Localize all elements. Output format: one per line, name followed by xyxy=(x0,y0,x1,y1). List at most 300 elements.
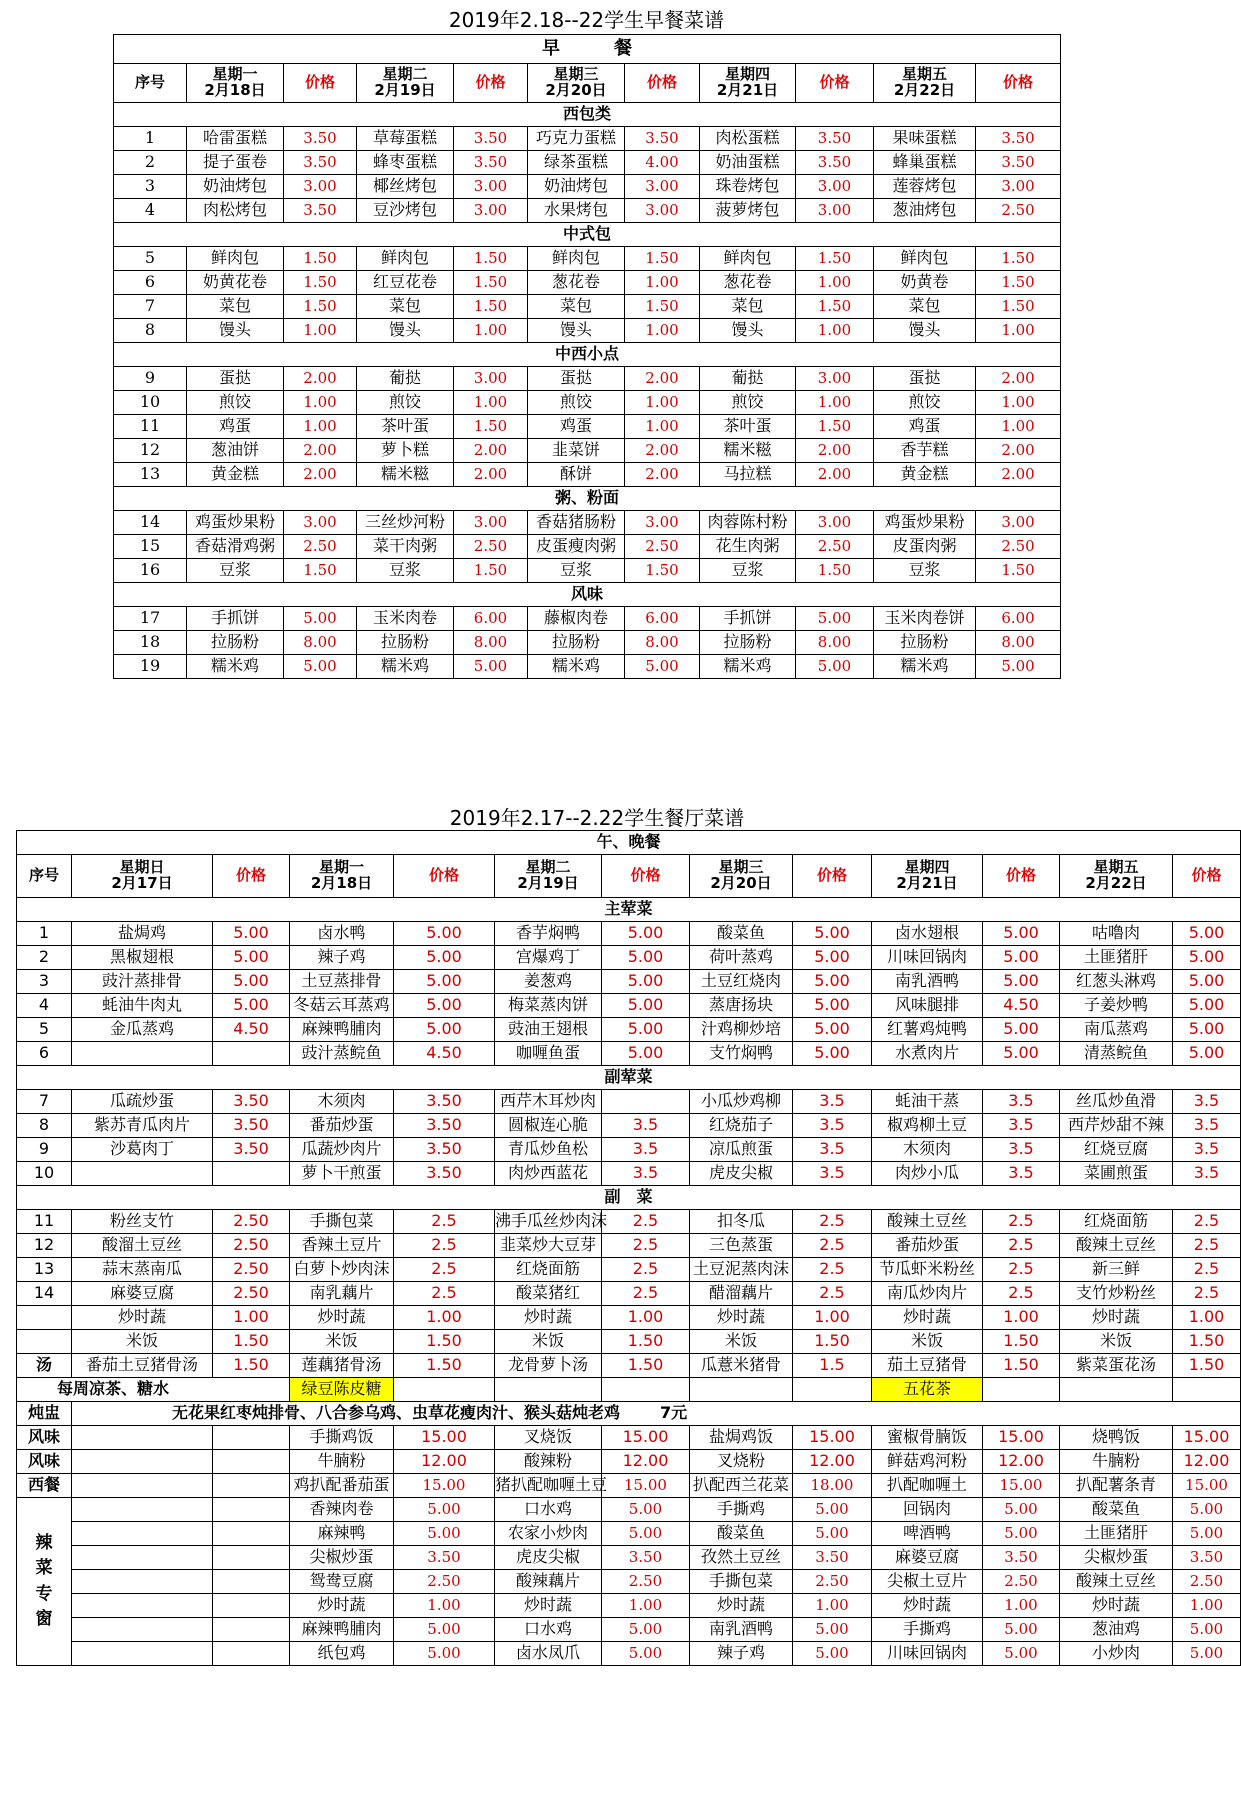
dish-price: 5.00 xyxy=(983,1498,1060,1522)
dish-price: 2.5 xyxy=(983,1210,1060,1234)
dish-name: 番茄炒蛋 xyxy=(872,1234,983,1258)
dish-price: 1.50 xyxy=(983,1354,1060,1378)
dish-name: 支竹焖鸭 xyxy=(690,1042,793,1066)
dish-name: 水果烤包 xyxy=(528,199,625,223)
dish-price: 1.00 xyxy=(983,1594,1060,1618)
dish-price: 1.00 xyxy=(793,1306,872,1330)
dish-name: 凉瓜煎蛋 xyxy=(690,1138,793,1162)
section-name: 中西小点 xyxy=(114,343,1061,367)
dish-name: 奶油蛋糕 xyxy=(700,151,796,175)
menu-row xyxy=(17,922,1241,946)
dish-name: 菜包 xyxy=(187,295,284,319)
day-date: 2月19日 xyxy=(374,81,436,99)
dish-price: 5.00 xyxy=(983,1642,1060,1666)
dish-name: 香芋糕 xyxy=(874,439,976,463)
day-header xyxy=(700,64,796,103)
day-date: 2月17日 xyxy=(111,874,173,892)
dish-price: 1.00 xyxy=(454,391,528,415)
dish-name: 麻婆豆腐 xyxy=(72,1282,213,1306)
dish-name: 马拉糕 xyxy=(700,463,796,487)
dish-name: 瓜疏炒蛋 xyxy=(72,1090,213,1114)
stew-label: 炖盅 xyxy=(17,1402,72,1426)
dish-name: 鲜肉包 xyxy=(187,247,284,271)
dish-name: 冬菇云耳蒸鸡 xyxy=(290,994,394,1018)
dish-name: 卤水鸭 xyxy=(290,922,394,946)
day-header xyxy=(290,855,394,898)
dish-name: 瓜薏米猪骨 xyxy=(690,1354,793,1378)
dish-name: 萝卜糕 xyxy=(357,439,454,463)
dish-name: 新三鲜 xyxy=(1060,1258,1173,1282)
dish-name: 花生肉粥 xyxy=(700,535,796,559)
dish-name xyxy=(72,1162,213,1186)
dish-name: 姜葱鸡 xyxy=(495,970,602,994)
dish-price: 4.50 xyxy=(213,1018,290,1042)
dish-price: 1.50 xyxy=(983,1330,1060,1354)
dish-price: 2.5 xyxy=(1173,1258,1241,1282)
spicy-label-text: 辣菜专窗 xyxy=(35,1532,53,1629)
dish-name: 莲藕猪骨汤 xyxy=(290,1354,394,1378)
dish-price xyxy=(213,1042,290,1066)
empty-cell xyxy=(72,1522,213,1546)
dish-price: 2.5 xyxy=(602,1282,690,1306)
dish-name: 水煮肉片 xyxy=(872,1042,983,1066)
dish-name: 奶油烤包 xyxy=(528,175,625,199)
dish-name: 烧鸭饭 xyxy=(1060,1426,1173,1450)
dish-name: 鸡蛋 xyxy=(874,415,976,439)
dish-name: 蛋挞 xyxy=(874,367,976,391)
dish-price: 5.00 xyxy=(793,970,872,994)
dish-price: 2.00 xyxy=(454,439,528,463)
dish-name: 风味腿排 xyxy=(872,994,983,1018)
header-row xyxy=(114,64,1061,103)
dish-price: 12.00 xyxy=(602,1450,690,1474)
dish-price: 6.00 xyxy=(976,607,1061,631)
spicy-row xyxy=(17,1546,1241,1570)
dish-price: 1.50 xyxy=(454,415,528,439)
dish-name: 绿茶蛋糕 xyxy=(528,151,625,175)
dish-price: 5.00 xyxy=(602,994,690,1018)
dish-price: 5.00 xyxy=(1173,1522,1241,1546)
dish-price: 3.00 xyxy=(625,511,700,535)
menu-row xyxy=(114,199,1061,223)
menu-row xyxy=(114,367,1061,391)
price-header: 价格 xyxy=(793,855,872,898)
special-row xyxy=(17,1426,1241,1450)
dish-name: 馒头 xyxy=(528,319,625,343)
dish-name: 番茄土豆猪骨汤 xyxy=(72,1354,213,1378)
dish-price: 5.00 xyxy=(796,655,874,679)
dish-name: 葡挞 xyxy=(357,367,454,391)
row-number: 13 xyxy=(114,463,187,487)
dish-price: 1.00 xyxy=(976,391,1061,415)
dish-price: 5.00 xyxy=(1173,946,1241,970)
dish-name: 沙葛肉丁 xyxy=(72,1138,213,1162)
dish-price: 5.00 xyxy=(602,1618,690,1642)
dish-price xyxy=(602,1090,690,1114)
dish-name: 扒配西兰花菜 xyxy=(690,1474,793,1498)
dish-price: 1.00 xyxy=(976,319,1061,343)
dish-price: 3.50 xyxy=(1173,1546,1241,1570)
dish-name: 韭菜炒大豆芽 xyxy=(495,1234,602,1258)
dish-price: 1.00 xyxy=(284,319,357,343)
day-name: 星期一 xyxy=(318,858,364,877)
menu-row xyxy=(17,1234,1241,1258)
dish-price: 5.00 xyxy=(394,1618,495,1642)
dish-name: 圆椒连心脆 xyxy=(495,1114,602,1138)
empty-cell xyxy=(72,1450,213,1474)
row-number: 3 xyxy=(17,970,72,994)
dish-name: 菜干肉粥 xyxy=(357,535,454,559)
dish-price: 2.50 xyxy=(793,1570,872,1594)
dish-price: 15.00 xyxy=(394,1474,495,1498)
dish-price: 5.00 xyxy=(1173,970,1241,994)
section-name: 副 菜 xyxy=(17,1186,1241,1210)
dish-name: 叉烧粉 xyxy=(690,1450,793,1474)
row-number: 12 xyxy=(17,1234,72,1258)
dish-name: 黄金糕 xyxy=(187,463,284,487)
dish-price: 2.00 xyxy=(625,463,700,487)
dish-name: 馒头 xyxy=(357,319,454,343)
dish-price: 2.50 xyxy=(796,535,874,559)
dish-name: 三色蒸蛋 xyxy=(690,1234,793,1258)
dish-name: 莲蓉烤包 xyxy=(874,175,976,199)
dish-price: 3.50 xyxy=(976,151,1061,175)
dish-price: 1.00 xyxy=(625,391,700,415)
dish-price: 8.00 xyxy=(454,631,528,655)
dish-name: 酸辣土豆丝 xyxy=(1060,1234,1173,1258)
dish-price: 5.00 xyxy=(793,922,872,946)
dish-name: 麻婆豆腐 xyxy=(872,1546,983,1570)
dish-name: 荷叶蒸鸡 xyxy=(690,946,793,970)
dish-name: 炒时蔬 xyxy=(72,1306,213,1330)
dish-name: 馒头 xyxy=(874,319,976,343)
dish-name: 叉烧饭 xyxy=(495,1426,602,1450)
dish-price: 2.50 xyxy=(976,535,1061,559)
day-name: 星期三 xyxy=(718,858,764,877)
dish-price: 2.00 xyxy=(284,367,357,391)
dish-name: 孜然土豆丝 xyxy=(690,1546,793,1570)
menu-row xyxy=(114,607,1061,631)
price-header: 价格 xyxy=(976,64,1061,103)
dish-name: 土豆蒸排骨 xyxy=(290,970,394,994)
dish-price: 3.50 xyxy=(394,1114,495,1138)
dish-price: 5.00 xyxy=(976,655,1061,679)
row-number: 5 xyxy=(17,1018,72,1042)
dish-price: 3.50 xyxy=(394,1546,495,1570)
dish-price: 2.00 xyxy=(284,439,357,463)
dish-name: 煎饺 xyxy=(357,391,454,415)
dish-name: 糯米鸡 xyxy=(700,655,796,679)
dish-name: 炒时蔬 xyxy=(690,1594,793,1618)
dish-name: 鲜肉包 xyxy=(874,247,976,271)
dish-price: 5.00 xyxy=(1173,1642,1241,1666)
dish-name: 鲜菇鸡河粉 xyxy=(872,1450,983,1474)
dish-name: 炒时蔬 xyxy=(290,1594,394,1618)
dish-price: 3.50 xyxy=(394,1090,495,1114)
meal-label: 午、晚餐 xyxy=(17,831,1241,855)
menu-row xyxy=(114,151,1061,175)
dish-name: 蒜末蒸南瓜 xyxy=(72,1258,213,1282)
dish-price: 5.00 xyxy=(284,655,357,679)
dish-name: 鸡蛋 xyxy=(528,415,625,439)
dish-price: 3.00 xyxy=(454,175,528,199)
dish-name: 蛋挞 xyxy=(187,367,284,391)
dish-price: 5.00 xyxy=(602,946,690,970)
row-number: 3 xyxy=(114,175,187,199)
day-name: 星期三 xyxy=(553,65,599,84)
dish-name: 瓜蔬炒肉片 xyxy=(290,1138,394,1162)
dish-name: 鸳鸯豆腐 xyxy=(290,1570,394,1594)
dish-price: 5.00 xyxy=(793,1618,872,1642)
empty-cell xyxy=(495,1378,602,1402)
row-number: 5 xyxy=(114,247,187,271)
day-header xyxy=(528,64,625,103)
empty-cell xyxy=(213,1450,290,1474)
cold-tea-monday: 绿豆陈皮糖 xyxy=(290,1378,394,1402)
dish-price: 3.50 xyxy=(284,127,357,151)
dish-price: 3.50 xyxy=(213,1114,290,1138)
dish-name: 木须肉 xyxy=(872,1138,983,1162)
dish-price: 5.00 xyxy=(602,1018,690,1042)
dish-name: 龙骨萝卜汤 xyxy=(495,1354,602,1378)
dish-name: 炒时蔬 xyxy=(872,1306,983,1330)
dish-name: 麻辣鸭 xyxy=(290,1522,394,1546)
dish-name: 鸡蛋炒果粉 xyxy=(874,511,976,535)
dish-name: 酸辣粉 xyxy=(495,1450,602,1474)
row-number: 7 xyxy=(114,295,187,319)
dish-name: 土豆泥蒸肉沫 xyxy=(690,1258,793,1282)
dish-name: 西芹木耳炒肉 xyxy=(495,1090,602,1114)
dish-price: 3.00 xyxy=(454,367,528,391)
menu-row xyxy=(114,415,1061,439)
dish-price: 2.50 xyxy=(394,1570,495,1594)
menu-row xyxy=(17,1162,1241,1186)
empty-cell xyxy=(72,1642,213,1666)
dish-price: 2.00 xyxy=(625,367,700,391)
menu-row xyxy=(17,970,1241,994)
day-header xyxy=(872,855,983,898)
dish-price: 1.00 xyxy=(602,1306,690,1330)
dish-name: 菜包 xyxy=(700,295,796,319)
dish-price: 1.00 xyxy=(284,415,357,439)
row-number: 1 xyxy=(114,127,187,151)
empty-cell xyxy=(72,1546,213,1570)
dish-price: 12.00 xyxy=(1173,1450,1241,1474)
menu-row xyxy=(17,1042,1241,1066)
dish-price: 5.00 xyxy=(602,970,690,994)
dish-name: 葱花卷 xyxy=(528,271,625,295)
dish-name: 清蒸鲩鱼 xyxy=(1060,1042,1173,1066)
dish-price: 2.00 xyxy=(796,439,874,463)
dish-name: 酸菜鱼 xyxy=(690,1522,793,1546)
day-name: 星期四 xyxy=(904,858,950,877)
dish-name: 拉肠粉 xyxy=(187,631,284,655)
dish-name: 酸溜土豆丝 xyxy=(72,1234,213,1258)
dish-price: 5.00 xyxy=(793,1522,872,1546)
menu-row xyxy=(114,295,1061,319)
dish-name: 豉汁蒸排骨 xyxy=(72,970,213,994)
dish-price: 1.50 xyxy=(284,247,357,271)
dish-price: 3.50 xyxy=(394,1162,495,1186)
dish-price: 2.50 xyxy=(1173,1570,1241,1594)
empty-cell xyxy=(602,1378,690,1402)
dish-name: 辣子鸡 xyxy=(290,946,394,970)
dish-name: 手抓饼 xyxy=(187,607,284,631)
dish-name: 珠卷烤包 xyxy=(700,175,796,199)
dish-price: 5.00 xyxy=(983,1522,1060,1546)
dish-price: 15.00 xyxy=(793,1426,872,1450)
dish-price: 15.00 xyxy=(1173,1426,1241,1450)
dish-price: 2.50 xyxy=(976,199,1061,223)
dish-price: 5.00 xyxy=(793,994,872,1018)
dish-name: 酸菜鱼 xyxy=(690,922,793,946)
dish-name: 菜包 xyxy=(528,295,625,319)
menu-row xyxy=(17,1282,1241,1306)
menu-row xyxy=(114,175,1061,199)
dish-price: 2.50 xyxy=(983,1570,1060,1594)
dish-name: 巧克力蛋糕 xyxy=(528,127,625,151)
dish-name: 奶黄花卷 xyxy=(187,271,284,295)
dish-name: 菜包 xyxy=(357,295,454,319)
dish-price: 8.00 xyxy=(796,631,874,655)
dish-name: 鲜肉包 xyxy=(357,247,454,271)
row-number: 6 xyxy=(114,271,187,295)
dish-price: 2.00 xyxy=(976,367,1061,391)
dish-price: 5.00 xyxy=(284,607,357,631)
empty-cell xyxy=(213,1618,290,1642)
dish-price: 2.5 xyxy=(793,1234,872,1258)
dish-price: 5.00 xyxy=(793,1642,872,1666)
dish-price: 5.00 xyxy=(394,1642,495,1666)
dish-name: 咖喱鱼蛋 xyxy=(495,1042,602,1066)
meal-label: 早 餐 xyxy=(114,35,1061,64)
dish-price: 3.5 xyxy=(793,1090,872,1114)
row-number: 16 xyxy=(114,559,187,583)
dish-name: 辣子鸡 xyxy=(690,1642,793,1666)
dish-name: 木须肉 xyxy=(290,1090,394,1114)
dish-price: 2.5 xyxy=(394,1210,495,1234)
menu-row xyxy=(114,391,1061,415)
dish-name: 南乳酒鸭 xyxy=(690,1618,793,1642)
menu-row xyxy=(17,1210,1241,1234)
stew-content xyxy=(72,1402,1241,1426)
dish-price: 2.50 xyxy=(213,1258,290,1282)
dish-name: 小瓜炒鸡柳 xyxy=(690,1090,793,1114)
spicy-row xyxy=(17,1570,1241,1594)
dish-price: 1.00 xyxy=(1173,1306,1241,1330)
row-label xyxy=(17,1306,72,1330)
dish-price: 2.5 xyxy=(1173,1210,1241,1234)
dish-name: 扒配咖喱土 xyxy=(872,1474,983,1498)
dish-price: 5.00 xyxy=(213,994,290,1018)
dish-name: 盐焗鸡饭 xyxy=(690,1426,793,1450)
menu-row xyxy=(114,655,1061,679)
dish-price: 1.00 xyxy=(394,1306,495,1330)
dish-price: 1.50 xyxy=(1173,1330,1241,1354)
dish-price: 3.5 xyxy=(1173,1114,1241,1138)
breakfast-table xyxy=(113,34,1061,679)
empty-cell xyxy=(213,1570,290,1594)
price-header: 价格 xyxy=(454,64,528,103)
day-date: 2月22日 xyxy=(1085,874,1147,892)
dish-name: 红烧面筋 xyxy=(1060,1210,1173,1234)
dish-price: 5.00 xyxy=(983,922,1060,946)
dish-price: 8.00 xyxy=(625,631,700,655)
dish-price: 1.50 xyxy=(796,415,874,439)
col-no-header: 序号 xyxy=(114,64,187,103)
dish-price: 2.50 xyxy=(213,1282,290,1306)
dish-name: 肉松烤包 xyxy=(187,199,284,223)
day-header xyxy=(72,855,213,898)
dish-name: 鲜肉包 xyxy=(700,247,796,271)
dish-name: 皮蛋瘦肉粥 xyxy=(528,535,625,559)
dish-price: 1.00 xyxy=(625,415,700,439)
day-header xyxy=(357,64,454,103)
day-name: 星期一 xyxy=(212,65,258,84)
dish-name: 猪扒配咖喱土豆 xyxy=(495,1474,602,1498)
dish-price: 5.00 xyxy=(983,1618,1060,1642)
dish-name: 鲜肉包 xyxy=(528,247,625,271)
dish-price: 3.00 xyxy=(796,367,874,391)
dish-name: 葱油饼 xyxy=(187,439,284,463)
day-header xyxy=(187,64,284,103)
dish-price: 5.00 xyxy=(213,946,290,970)
dish-price: 5.00 xyxy=(602,922,690,946)
spicy-row xyxy=(17,1594,1241,1618)
dish-price: 5.00 xyxy=(394,970,495,994)
day-header xyxy=(495,855,602,898)
dish-name: 豆浆 xyxy=(528,559,625,583)
dish-price: 1.50 xyxy=(213,1330,290,1354)
day-name: 星期五 xyxy=(901,65,947,84)
dish-price: 1.50 xyxy=(793,1330,872,1354)
dish-name: 咕噜肉 xyxy=(1060,922,1173,946)
dish-price: 2.5 xyxy=(983,1258,1060,1282)
dish-price: 3.5 xyxy=(793,1114,872,1138)
dish-name: 香辣土豆片 xyxy=(290,1234,394,1258)
dish-name: 蛋挞 xyxy=(528,367,625,391)
dish-name: 红烧豆腐 xyxy=(1060,1138,1173,1162)
dish-price: 1.5 xyxy=(793,1354,872,1378)
dish-price: 5.00 xyxy=(602,1042,690,1066)
menu-row xyxy=(114,631,1061,655)
dish-price: 12.00 xyxy=(793,1450,872,1474)
day-date: 2月21日 xyxy=(716,81,779,99)
dish-name: 南瓜炒肉片 xyxy=(872,1282,983,1306)
dish-price: 1.00 xyxy=(213,1306,290,1330)
dish-name: 支竹炒粉丝 xyxy=(1060,1282,1173,1306)
dish-price: 1.50 xyxy=(213,1354,290,1378)
dish-name: 尖椒炒蛋 xyxy=(1060,1546,1173,1570)
dish-price: 3.50 xyxy=(213,1090,290,1114)
dish-price: 1.50 xyxy=(454,295,528,319)
dish-price: 4.00 xyxy=(625,151,700,175)
dish-name: 肉松蛋糕 xyxy=(700,127,796,151)
dish-price: 3.5 xyxy=(983,1090,1060,1114)
dish-price: 3.00 xyxy=(976,175,1061,199)
dish-price: 5.00 xyxy=(394,994,495,1018)
dish-price: 5.00 xyxy=(983,1042,1060,1066)
extra-row xyxy=(17,1354,1241,1378)
dish-price: 1.50 xyxy=(796,295,874,319)
section-row xyxy=(114,223,1061,247)
row-number: 4 xyxy=(114,199,187,223)
dish-name: 丝瓜炒鱼滑 xyxy=(1060,1090,1173,1114)
col-no-header: 序号 xyxy=(17,855,72,898)
dish-name: 豆沙烤包 xyxy=(357,199,454,223)
dish-price: 2.50 xyxy=(284,535,357,559)
dish-price: 15.00 xyxy=(602,1426,690,1450)
